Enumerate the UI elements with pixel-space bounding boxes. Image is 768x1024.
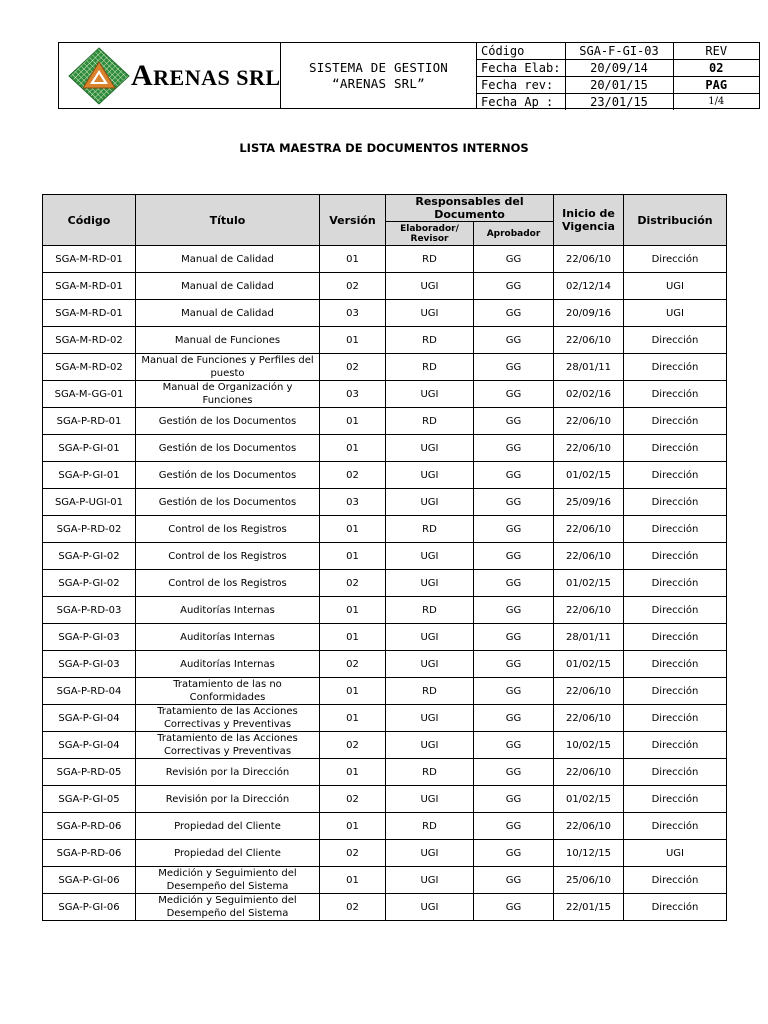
cell-codigo: SGA-P-RD-06 bbox=[43, 840, 136, 867]
cell-aprobador: GG bbox=[474, 651, 554, 678]
table-row bbox=[43, 354, 727, 381]
meta-row-fecha-rev bbox=[477, 77, 759, 94]
cell-inicio: 25/06/10 bbox=[554, 867, 624, 894]
cell-distribucion: Dirección bbox=[624, 489, 727, 516]
cell-inicio: 22/06/10 bbox=[554, 678, 624, 705]
cell-codigo: SGA-P-RD-03 bbox=[43, 597, 136, 624]
cell-titulo: Propiedad del Cliente bbox=[136, 840, 320, 867]
cell-elaborador: UGI bbox=[386, 732, 474, 759]
cell-elaborador: UGI bbox=[386, 300, 474, 327]
cell-aprobador: GG bbox=[474, 705, 554, 732]
cell-inicio: 22/06/10 bbox=[554, 759, 624, 786]
cell-elaborador: UGI bbox=[386, 435, 474, 462]
cell-codigo: SGA-P-GI-03 bbox=[43, 651, 136, 678]
cell-version: 02 bbox=[320, 894, 386, 921]
cell-distribucion: Dirección bbox=[624, 678, 727, 705]
table-row bbox=[43, 273, 727, 300]
meta-value: 20/01/15 bbox=[565, 77, 673, 94]
meta-rev-value: 02 bbox=[673, 60, 759, 77]
table-row bbox=[43, 516, 727, 543]
cell-version: 03 bbox=[320, 489, 386, 516]
cell-inicio: 28/01/11 bbox=[554, 354, 624, 381]
cell-titulo: Manual de Calidad bbox=[136, 300, 320, 327]
cell-codigo: SGA-P-GI-02 bbox=[43, 543, 136, 570]
cell-distribucion: Dirección bbox=[624, 597, 727, 624]
table-row bbox=[43, 597, 727, 624]
cell-codigo: SGA-P-GI-02 bbox=[43, 570, 136, 597]
meta-rev-label: REV bbox=[673, 43, 759, 60]
cell-elaborador: RD bbox=[386, 516, 474, 543]
cell-version: 01 bbox=[320, 408, 386, 435]
document-list-table bbox=[42, 194, 726, 921]
cell-distribucion: Dirección bbox=[624, 381, 727, 408]
cell-titulo: Revisión por la Dirección bbox=[136, 759, 320, 786]
cell-aprobador: GG bbox=[474, 732, 554, 759]
cell-distribucion: Dirección bbox=[624, 408, 727, 435]
col-header-responsables: Responsables del Documento bbox=[386, 195, 554, 222]
cell-codigo: SGA-P-RD-06 bbox=[43, 813, 136, 840]
cell-codigo: SGA-M-RD-01 bbox=[43, 273, 136, 300]
arenas-logo-icon bbox=[67, 46, 131, 106]
document-meta bbox=[477, 43, 759, 108]
meta-row-fecha-elab bbox=[477, 60, 759, 77]
cell-titulo: Manual de Funciones y Perfiles del puesto bbox=[136, 354, 320, 381]
cell-codigo: SGA-P-GI-05 bbox=[43, 786, 136, 813]
cell-elaborador: UGI bbox=[386, 570, 474, 597]
system-line-2: “ARENAS SRL” bbox=[332, 76, 425, 91]
company-name: ARENAS SRL bbox=[131, 59, 281, 92]
cell-inicio: 01/02/15 bbox=[554, 462, 624, 489]
cell-version: 02 bbox=[320, 462, 386, 489]
cell-titulo: Manual de Funciones bbox=[136, 327, 320, 354]
cell-aprobador: GG bbox=[474, 489, 554, 516]
meta-pag-value: 1/4 bbox=[673, 94, 759, 111]
cell-elaborador: UGI bbox=[386, 894, 474, 921]
cell-aprobador: GG bbox=[474, 435, 554, 462]
cell-aprobador: GG bbox=[474, 624, 554, 651]
cell-elaborador: UGI bbox=[386, 273, 474, 300]
cell-aprobador: GG bbox=[474, 840, 554, 867]
cell-inicio: 10/02/15 bbox=[554, 732, 624, 759]
table-row bbox=[43, 813, 727, 840]
cell-titulo: Propiedad del Cliente bbox=[136, 813, 320, 840]
cell-elaborador: RD bbox=[386, 813, 474, 840]
cell-version: 01 bbox=[320, 246, 386, 273]
cell-version: 01 bbox=[320, 678, 386, 705]
cell-elaborador: RD bbox=[386, 759, 474, 786]
meta-pag-label: PAG bbox=[673, 77, 759, 94]
meta-row-codigo bbox=[477, 43, 759, 60]
table-row bbox=[43, 381, 727, 408]
cell-inicio: 22/06/10 bbox=[554, 597, 624, 624]
cell-inicio: 01/02/15 bbox=[554, 570, 624, 597]
cell-elaborador: UGI bbox=[386, 489, 474, 516]
cell-inicio: 20/09/16 bbox=[554, 300, 624, 327]
cell-elaborador: UGI bbox=[386, 624, 474, 651]
col-header-version: Versión bbox=[320, 195, 386, 246]
cell-elaborador: UGI bbox=[386, 381, 474, 408]
cell-codigo: SGA-P-GI-01 bbox=[43, 462, 136, 489]
cell-distribucion: Dirección bbox=[624, 570, 727, 597]
cell-elaborador: RD bbox=[386, 597, 474, 624]
cell-aprobador: GG bbox=[474, 543, 554, 570]
cell-aprobador: GG bbox=[474, 327, 554, 354]
table-row bbox=[43, 759, 727, 786]
cell-codigo: SGA-P-RD-05 bbox=[43, 759, 136, 786]
cell-distribucion: Dirección bbox=[624, 732, 727, 759]
cell-codigo: SGA-P-GI-04 bbox=[43, 705, 136, 732]
cell-version: 02 bbox=[320, 786, 386, 813]
cell-elaborador: RD bbox=[386, 354, 474, 381]
cell-version: 03 bbox=[320, 381, 386, 408]
cell-titulo: Revisión por la Dirección bbox=[136, 786, 320, 813]
cell-aprobador: GG bbox=[474, 408, 554, 435]
cell-titulo: Tratamiento de las Acciones Correctivas y Preventivas bbox=[136, 732, 320, 759]
cell-codigo: SGA-P-GI-04 bbox=[43, 732, 136, 759]
cell-elaborador: UGI bbox=[386, 840, 474, 867]
cell-aprobador: GG bbox=[474, 273, 554, 300]
cell-inicio: 22/06/10 bbox=[554, 705, 624, 732]
cell-inicio: 28/01/11 bbox=[554, 624, 624, 651]
meta-value: 20/09/14 bbox=[565, 60, 673, 77]
cell-codigo: SGA-P-RD-04 bbox=[43, 678, 136, 705]
cell-inicio: 22/06/10 bbox=[554, 813, 624, 840]
cell-titulo: Control de los Registros bbox=[136, 543, 320, 570]
cell-titulo: Gestión de los Documentos bbox=[136, 489, 320, 516]
cell-titulo: Medición y Seguimiento del Desempeño del Sistema bbox=[136, 867, 320, 894]
cell-aprobador: GG bbox=[474, 759, 554, 786]
cell-inicio: 22/06/10 bbox=[554, 516, 624, 543]
document-header bbox=[58, 42, 760, 109]
cell-titulo: Control de los Registros bbox=[136, 570, 320, 597]
cell-inicio: 02/02/16 bbox=[554, 381, 624, 408]
cell-version: 01 bbox=[320, 813, 386, 840]
cell-distribucion: Dirección bbox=[624, 705, 727, 732]
cell-version: 03 bbox=[320, 300, 386, 327]
table-row bbox=[43, 651, 727, 678]
cell-aprobador: GG bbox=[474, 354, 554, 381]
cell-version: 01 bbox=[320, 435, 386, 462]
cell-aprobador: GG bbox=[474, 894, 554, 921]
table-row bbox=[43, 840, 727, 867]
col-header-inicio: Inicio de Vigencia bbox=[554, 195, 624, 246]
cell-inicio: 22/06/10 bbox=[554, 246, 624, 273]
cell-version: 02 bbox=[320, 732, 386, 759]
col-header-distribucion: Distribución bbox=[624, 195, 727, 246]
cell-distribucion: Dirección bbox=[624, 354, 727, 381]
cell-titulo: Manual de Calidad bbox=[136, 246, 320, 273]
table-row bbox=[43, 678, 727, 705]
cell-inicio: 22/06/10 bbox=[554, 435, 624, 462]
cell-codigo: SGA-M-RD-01 bbox=[43, 300, 136, 327]
table-row bbox=[43, 543, 727, 570]
cell-version: 01 bbox=[320, 624, 386, 651]
cell-titulo: Gestión de los Documentos bbox=[136, 435, 320, 462]
cell-aprobador: GG bbox=[474, 300, 554, 327]
table-row bbox=[43, 300, 727, 327]
col-header-titulo: Título bbox=[136, 195, 320, 246]
cell-version: 02 bbox=[320, 570, 386, 597]
cell-aprobador: GG bbox=[474, 813, 554, 840]
cell-distribucion: UGI bbox=[624, 840, 727, 867]
cell-titulo: Gestión de los Documentos bbox=[136, 462, 320, 489]
cell-distribucion: UGI bbox=[624, 300, 727, 327]
cell-distribucion: Dirección bbox=[624, 516, 727, 543]
cell-aprobador: GG bbox=[474, 678, 554, 705]
cell-inicio: 22/06/10 bbox=[554, 543, 624, 570]
cell-elaborador: RD bbox=[386, 246, 474, 273]
table-row bbox=[43, 246, 727, 273]
cell-codigo: SGA-P-GI-01 bbox=[43, 435, 136, 462]
col-header-codigo: Código bbox=[43, 195, 136, 246]
meta-value: SGA-F-GI-03 bbox=[565, 43, 673, 60]
cell-titulo: Auditorías Internas bbox=[136, 597, 320, 624]
cell-version: 01 bbox=[320, 867, 386, 894]
cell-inicio: 10/12/15 bbox=[554, 840, 624, 867]
cell-version: 02 bbox=[320, 651, 386, 678]
table-row bbox=[43, 435, 727, 462]
meta-label: Fecha Ap : bbox=[477, 94, 565, 111]
cell-codigo: SGA-M-GG-01 bbox=[43, 381, 136, 408]
cell-elaborador: RD bbox=[386, 678, 474, 705]
table-row bbox=[43, 624, 727, 651]
cell-distribucion: Dirección bbox=[624, 246, 727, 273]
col-header-elaborador: Elaborador/ Revisor bbox=[386, 222, 474, 246]
cell-distribucion: Dirección bbox=[624, 651, 727, 678]
system-name-cell bbox=[281, 43, 477, 108]
system-line-1: SISTEMA DE GESTION bbox=[308, 60, 449, 75]
cell-version: 01 bbox=[320, 516, 386, 543]
cell-titulo: Tratamiento de las no Conformidades bbox=[136, 678, 320, 705]
cell-codigo: SGA-P-GI-06 bbox=[43, 867, 136, 894]
cell-aprobador: GG bbox=[474, 462, 554, 489]
cell-inicio: 02/12/14 bbox=[554, 273, 624, 300]
cell-inicio: 22/06/10 bbox=[554, 408, 624, 435]
cell-codigo: SGA-M-RD-02 bbox=[43, 327, 136, 354]
cell-distribucion: Dirección bbox=[624, 462, 727, 489]
table-row bbox=[43, 732, 727, 759]
cell-elaborador: RD bbox=[386, 408, 474, 435]
logo-cell bbox=[59, 43, 281, 108]
cell-version: 01 bbox=[320, 327, 386, 354]
cell-elaborador: RD bbox=[386, 327, 474, 354]
cell-distribucion: Dirección bbox=[624, 435, 727, 462]
cell-elaborador: UGI bbox=[386, 705, 474, 732]
cell-titulo: Auditorías Internas bbox=[136, 624, 320, 651]
cell-version: 01 bbox=[320, 759, 386, 786]
cell-titulo: Control de los Registros bbox=[136, 516, 320, 543]
cell-titulo: Gestión de los Documentos bbox=[136, 408, 320, 435]
cell-distribucion: Dirección bbox=[624, 894, 727, 921]
meta-label: Código bbox=[477, 43, 565, 60]
cell-distribucion: Dirección bbox=[624, 786, 727, 813]
cell-version: 01 bbox=[320, 543, 386, 570]
meta-value: 23/01/15 bbox=[565, 94, 673, 111]
page-title: LISTA MAESTRA DE DOCUMENTOS INTERNOS bbox=[239, 141, 529, 155]
col-header-aprobador: Aprobador bbox=[474, 222, 554, 246]
cell-inicio: 22/06/10 bbox=[554, 327, 624, 354]
cell-aprobador: GG bbox=[474, 381, 554, 408]
cell-distribucion: UGI bbox=[624, 273, 727, 300]
cell-distribucion: Dirección bbox=[624, 543, 727, 570]
cell-aprobador: GG bbox=[474, 516, 554, 543]
cell-distribucion: Dirección bbox=[624, 759, 727, 786]
cell-inicio: 22/01/15 bbox=[554, 894, 624, 921]
cell-distribucion: Dirección bbox=[624, 327, 727, 354]
cell-inicio: 01/02/15 bbox=[554, 786, 624, 813]
cell-aprobador: GG bbox=[474, 867, 554, 894]
cell-version: 02 bbox=[320, 273, 386, 300]
cell-distribucion: Dirección bbox=[624, 813, 727, 840]
table-row bbox=[43, 327, 727, 354]
cell-aprobador: GG bbox=[474, 786, 554, 813]
cell-aprobador: GG bbox=[474, 597, 554, 624]
meta-row-fecha-ap bbox=[477, 94, 759, 111]
cell-version: 02 bbox=[320, 840, 386, 867]
cell-codigo: SGA-M-RD-01 bbox=[43, 246, 136, 273]
table-row bbox=[43, 462, 727, 489]
cell-elaborador: UGI bbox=[386, 867, 474, 894]
cell-distribucion: Dirección bbox=[624, 867, 727, 894]
cell-codigo: SGA-P-UGI-01 bbox=[43, 489, 136, 516]
table-row bbox=[43, 408, 727, 435]
cell-version: 01 bbox=[320, 705, 386, 732]
cell-codigo: SGA-P-GI-03 bbox=[43, 624, 136, 651]
cell-aprobador: GG bbox=[474, 246, 554, 273]
cell-titulo: Medición y Seguimiento del Desempeño del Sistema bbox=[136, 894, 320, 921]
cell-titulo: Manual de Organización y Funciones bbox=[136, 381, 320, 408]
cell-titulo: Auditorías Internas bbox=[136, 651, 320, 678]
cell-codigo: SGA-M-RD-02 bbox=[43, 354, 136, 381]
cell-distribucion: Dirección bbox=[624, 624, 727, 651]
table-row bbox=[43, 705, 727, 732]
cell-codigo: SGA-P-RD-01 bbox=[43, 408, 136, 435]
cell-elaborador: UGI bbox=[386, 651, 474, 678]
cell-titulo: Manual de Calidad bbox=[136, 273, 320, 300]
table-row bbox=[43, 570, 727, 597]
table-row bbox=[43, 489, 727, 516]
table-row bbox=[43, 894, 727, 921]
cell-elaborador: UGI bbox=[386, 786, 474, 813]
cell-codigo: SGA-P-RD-02 bbox=[43, 516, 136, 543]
header-row bbox=[43, 195, 727, 222]
meta-label: Fecha rev: bbox=[477, 77, 565, 94]
cell-codigo: SGA-P-GI-06 bbox=[43, 894, 136, 921]
cell-titulo: Tratamiento de las Acciones Correctivas y Preventivas bbox=[136, 705, 320, 732]
cell-elaborador: UGI bbox=[386, 543, 474, 570]
meta-label: Fecha Elab: bbox=[477, 60, 565, 77]
cell-version: 02 bbox=[320, 354, 386, 381]
cell-elaborador: UGI bbox=[386, 462, 474, 489]
table-row bbox=[43, 867, 727, 894]
cell-version: 01 bbox=[320, 597, 386, 624]
cell-inicio: 25/09/16 bbox=[554, 489, 624, 516]
table-row bbox=[43, 786, 727, 813]
cell-inicio: 01/02/15 bbox=[554, 651, 624, 678]
cell-aprobador: GG bbox=[474, 570, 554, 597]
